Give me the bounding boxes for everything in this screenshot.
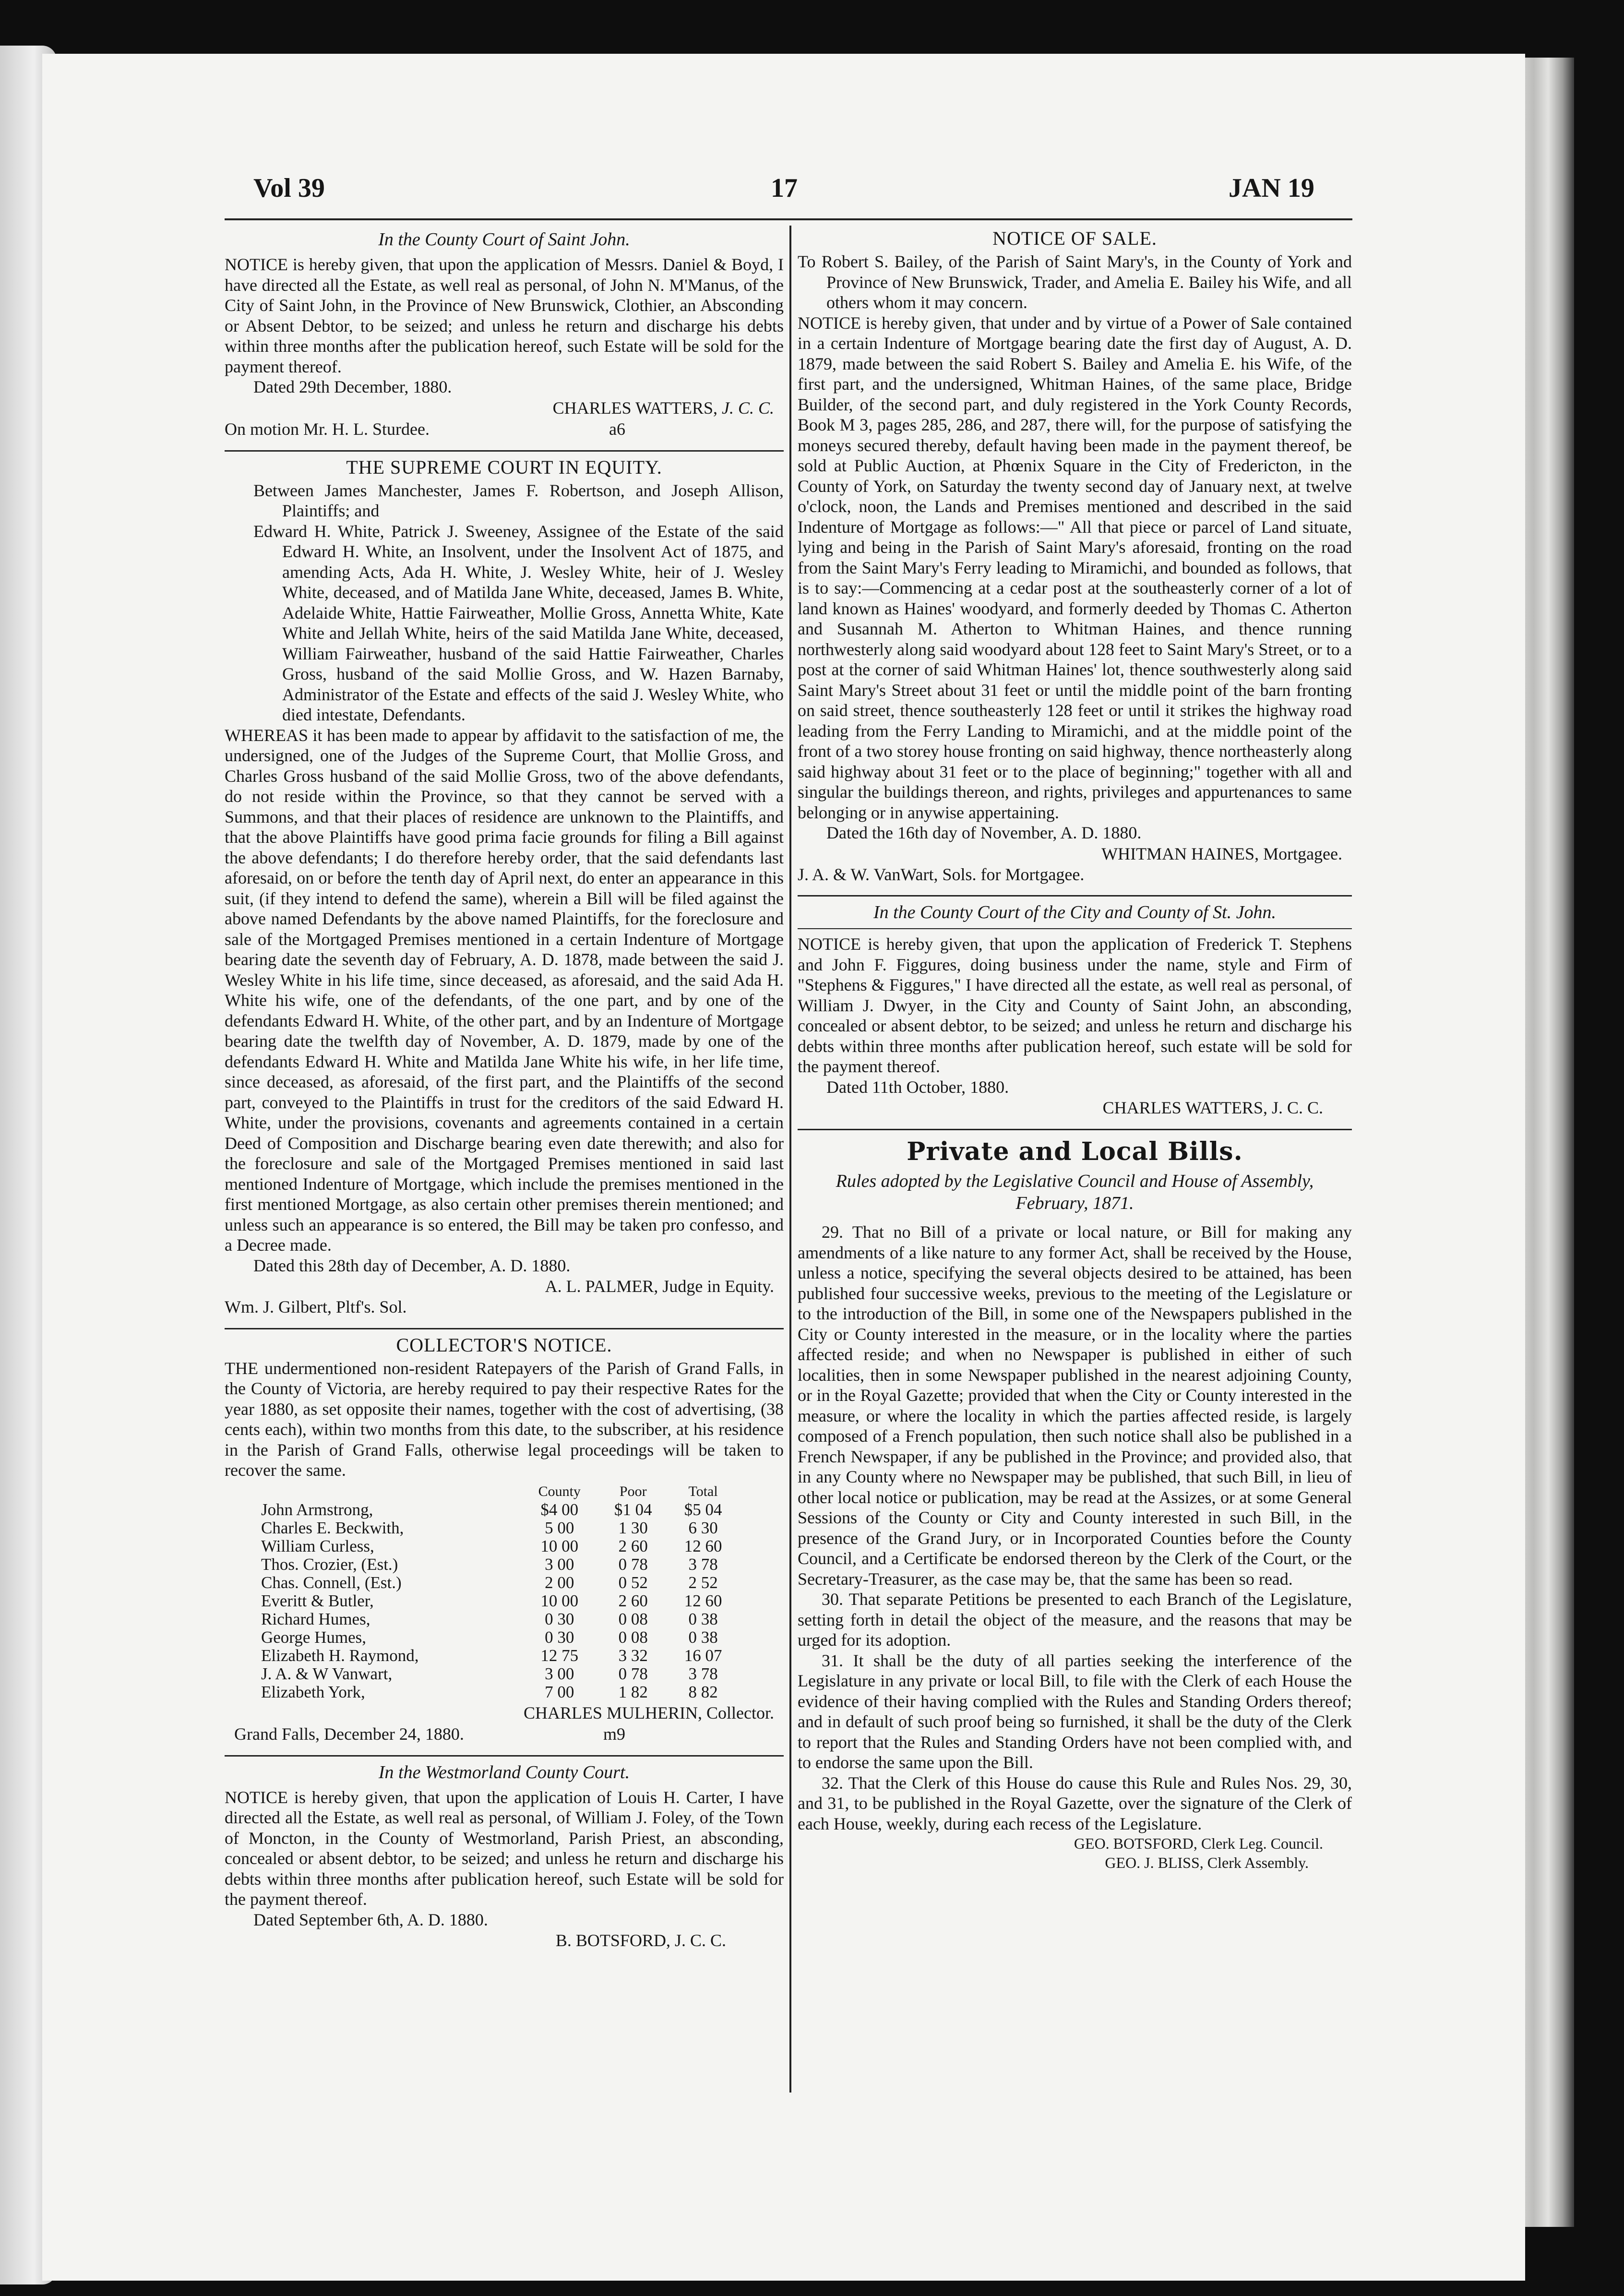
table-row <box>258 1537 738 1555</box>
rate-amount: 1 30 <box>618 1518 648 1537</box>
column-header-name <box>258 1483 521 1501</box>
motion-text: On motion Mr. H. L. Sturdee. <box>225 419 430 439</box>
table-row <box>258 1683 738 1701</box>
section-rule <box>798 1129 1352 1130</box>
ratepayer-name: Richard Humes, <box>261 1609 370 1628</box>
table-row <box>258 1519 738 1537</box>
notice-dated: Dated 29th December, 1880. <box>253 377 452 396</box>
column-divider <box>789 226 791 2093</box>
rate-amount: 12 60 <box>684 1591 722 1610</box>
table-row <box>258 1592 738 1610</box>
solicitor-line: Wm. J. Gilbert, Pltf's. Sol. <box>225 1297 407 1316</box>
rate-amount: 0 08 <box>618 1609 648 1628</box>
ratepayer-name: Everitt & Butler, <box>261 1591 374 1610</box>
place-date: Grand Falls, December 24, 1880. <box>234 1724 464 1744</box>
ratepayer-name: George Humes, <box>261 1627 367 1647</box>
rate-amount: 2 60 <box>618 1591 648 1610</box>
notice-county-court-st-john <box>798 901 1352 1118</box>
right-column <box>798 225 1352 1883</box>
ratepayer-name: Elizabeth York, <box>261 1682 365 1701</box>
rates-table-header <box>258 1483 738 1501</box>
ratepayer-name: Charles E. Beckwith, <box>261 1518 404 1537</box>
rate-amount: 0 38 <box>688 1627 718 1647</box>
rate-amount: 10 00 <box>540 1536 579 1555</box>
signature-name: CHARLES WATTERS, <box>552 398 717 418</box>
rule-30: 30. That separate Petitions be presented to each Branch of the Legislature, setting forth in detail the object of the measure, and the reasons that may be urged for its adoption. <box>798 1590 1352 1650</box>
parties-defendants: Edward H. White, Patrick J. Sweeney, Assignee of the Estate of the said Edward H. White, an Insolvent, under the Insolvent Act of 1875, and amending Acts, Ada H. White, J. Wesley White, heir of J. Wesley White, deceased, and of Matilda Jane White, deceased, James B. White, Adelaide White, Hattie Fairweather, Mollie Gross, Annetta White, Kate White and Jellah White, heirs of the said Matilda Jane White, deceased, William Fairweather, husband of the said Hattie Fairweather, Charles Gross, husband of the said Mollie Gross, and W. Hazen Barnaby, Administrator of the Estate and effects of the said J. Wesley White, who died intestate, Defendants. <box>253 521 784 724</box>
notice-signature: WHITMAN HAINES, Mortgagee. <box>1101 844 1342 863</box>
notice-code: a6 <box>609 419 625 439</box>
signature-clerk-council: GEO. BOTSFORD, Clerk Leg. Council. <box>1074 1835 1323 1852</box>
rate-amount: 12 75 <box>540 1646 579 1665</box>
column-header-county: County <box>538 1483 581 1499</box>
notice-of-sale <box>798 227 1352 885</box>
notice-code: m9 <box>603 1724 625 1744</box>
table-row <box>258 1647 738 1665</box>
notice-title: NOTICE OF SALE. <box>992 227 1157 249</box>
header-rule <box>225 218 1352 220</box>
rate-amount: 0 52 <box>618 1573 648 1592</box>
notice-dated: Dated the 16th day of November, A. D. 1880. <box>826 823 1142 842</box>
rate-amount: 8 82 <box>688 1682 718 1701</box>
section-rule <box>225 450 784 452</box>
rate-amount: 3 78 <box>688 1664 718 1683</box>
collectors-notice <box>225 1334 784 1745</box>
section-heading: Private and Local Bills. <box>907 1137 1243 1166</box>
notice-body: NOTICE is hereby given, that under and by virtue of a Power of Sale contained in a certain Indenture of Mortgage bearing date the first day of August, A. D. 1879, made between the said Robert S. Bailey and Amelia E. his Wife, of the first part, and the undersigned, Whitman Haines, of the same place, Bridge Builder, of the second part, and duly registered in the York County Records, Book M 3, pages 285, 286, and 287, there will, for the purpose of satisfying the moneys secured thereby, default having been made in the payment thereof, be sold at Public Auction, at Phœnix Square in the City of Fredericton, in the County of York, on Saturday the twenty second day of January next, at twelve o'clock, noon, the Lands and Premises mentioned and described in the said Indenture of Mortgage as follows:—" All that piece or parcel of Land situate, lying and being in the Parish of Saint Mary's aforesaid, fronting on the road from the Saint Mary's Ferry leading to Miramichi, and bounded as follows, that is to say:—Commencing at a cedar post at the southeasterly corner of a lot of land known as Haines' woodyard, and formerly deeded by Thomas C. Atherton and Susannah M. Atherton to Whitman Haines, and thence running northwesterly along said woodyard about 128 feet to Saint Mary's Street, or to a post at the corner of said Whitman Haines' lot, thence southwesterly along said Saint Mary's Street about 31 feet or until the middle point of the barn fronting on said street, thence southeasterly 128 feet or until it strikes the highway road leading from the Ferry Landing to Miramichi, and at the middle point of the front of a two storey house fronting on said highway, thence northeasterly along said highway about 31 feet or to the place of beginning;" together with all and singular the buildings thereon, and rights, privileges and appurtenances to same belonging or in anywise appertaining. <box>798 313 1352 822</box>
ratepayer-name: J. A. & W Vanwart, <box>261 1664 393 1683</box>
rate-amount: 2 00 <box>545 1573 574 1592</box>
rate-amount: $5 04 <box>684 1500 722 1519</box>
rates-table <box>258 1483 738 1701</box>
left-column <box>225 225 784 1961</box>
notice-dated: Dated this 28th day of December, A. D. 1880. <box>253 1256 571 1275</box>
notice-title: THE SUPREME COURT IN EQUITY. <box>346 456 662 478</box>
notice-dated: Dated September 6th, A. D. 1880. <box>253 1910 488 1929</box>
column-header-poor: Poor <box>619 1483 647 1499</box>
rate-amount: 2 60 <box>618 1536 648 1555</box>
column-header-total: Total <box>688 1483 718 1499</box>
section-rule <box>225 1328 784 1329</box>
rate-amount: 0 78 <box>618 1664 648 1683</box>
section-rule <box>225 1755 784 1757</box>
notice-body: NOTICE is hereby given, that upon the application of Frederick T. Stephens and John F. Figgures, doing business under the name, style and Firm of "Stephens & Figgures," I have directed all the estate, as well real as personal, of William J. Dwyer, in the City and County of Saint John, an absconding, concealed or absent debtor, to be seized; and unless he return and discharge his debts within three months after publication hereof, such estate will be sold for the payment thereof. <box>798 934 1352 1076</box>
rate-amount: 2 52 <box>688 1573 718 1592</box>
section-rule <box>798 895 1352 897</box>
notice-signature: B. BOTSFORD, J. C. C. <box>555 1931 726 1950</box>
rate-amount: 5 00 <box>545 1518 574 1537</box>
signature-clerk-assembly: GEO. J. BLISS, Clerk Assembly. <box>1105 1854 1309 1871</box>
table-row <box>258 1610 738 1628</box>
rate-amount: 12 60 <box>684 1536 722 1555</box>
rate-amount: 3 78 <box>688 1555 718 1574</box>
signature-title: J. C. C. <box>721 398 774 418</box>
table-row <box>258 1501 738 1519</box>
rate-amount: 0 08 <box>618 1627 648 1647</box>
notice-title: In the County Court of the City and County of St. John. <box>873 902 1277 922</box>
notice-dated: Dated 11th October, 1880. <box>826 1077 1009 1097</box>
section-rule <box>798 928 1352 929</box>
page-number: 17 <box>771 173 798 203</box>
notice-signature: A. L. PALMER, Judge in Equity. <box>545 1277 774 1296</box>
notice-body: NOTICE is hereby given, that upon the application of Louis H. Carter, I have directed all the Estate, as well real as personal, of William J. Foley, of the Town of Moncton, in the County of Westmorland, Parish Priest, an absconding, concealed or absent debtor, to be seized; and unless he return and discharge his debts within three months after publication hereof, such Estate will be sold for the payment thereof. <box>225 1787 784 1909</box>
notice-county-court-saint-john <box>225 228 784 440</box>
table-row <box>258 1665 738 1683</box>
rate-amount: $1 04 <box>614 1500 652 1519</box>
ratepayer-name: William Curless, <box>261 1536 374 1555</box>
rate-amount: 3 32 <box>618 1646 648 1665</box>
rule-31: 31. It shall be the duty of all parties seeking the interference of the Legislature in any private or local Bill, to file with the Clerk of each House the evidence of their having complied with the Rules and Standing Orders thereof; and in default of such proof being so furnished, it shall be the duty of the Clerk to report that the Rules and Standing Orders have not been complied with, and to endorse the same upon the Bill. <box>798 1650 1352 1772</box>
notice-body: WHEREAS it has been made to appear by affidavit to the satisfaction of me, the undersigned, one of the Judges of the Supreme Court, that Mollie Gross, and Charles Gross husband of the said Mollie Gross, two of the above defendants, do not reside within the Province, so that they cannot be served with a Summons, and that their places of residence are unknown to the Plaintiffs, and that the above Plaintiffs have good prima facie grounds for filing a Bill against the above defendants; I do therefore hereby order, that the said defendants last aforesaid, on or before the tenth day of April next, do enter an appearance in this suit, (if they intend to defend the same), wherein a Bill will be filed against the above named Defendants by the above named Plaintiffs, for the foreclosure and sale of the Mortgaged Premises mentioned in a certain Indenture of Mortgage bearing date the seventh day of February, A. D. 1878, made between the said J. Wesley White in his life time, since deceased, as aforesaid, and the said Ada H. White his wife, one of the defendants, of the one part, and by one of the defendants Edward H. White, of the other part, and by an Indenture of Mortgage bearing date the twelfth day of November, A. D. 1879, made by one of the defendants Edward H. White and Matilda Jane White his wife, in her life time, since deceased, as aforesaid, of the first part, and the Plaintiffs of the second part, conveyed to the Plaintiffs in trust for the creditors of the said Edward H. White, under the provisions, covenants and agreements contained in a certain Deed of Composition and Discharge bearing even date therewith; and also for the foreclosure and sale of the Mortgaged Premises mentioned in said last mentioned Indenture of Mortgage, which include the premises mentioned in the first mentioned Mortgage, as also certain other premises therein mentioned; and unless such an appearance is so entered, the Bill may be taken pro confesso, and a Decree made. <box>225 725 784 1255</box>
notice-body: NOTICE is hereby given, that upon the application of Messrs. Daniel & Boyd, I have directed all the Estate, as well real as personal, of John N. M'Manus, of the City of Saint John, in the Province of New Brunswick, Clothier, an Absconding or Absent Debtor, to be seized; and unless he return and discharge his debts within three months after the publication hereof, such Estate will be sold for the payment thereof. <box>225 255 784 376</box>
notice-signature: CHARLES WATTERS, J. C. C. <box>1102 1098 1323 1117</box>
rate-amount: 16 07 <box>684 1646 722 1665</box>
ratepayer-name: John Armstrong, <box>261 1500 373 1519</box>
rate-amount: 6 30 <box>688 1518 718 1537</box>
table-row <box>258 1574 738 1592</box>
notice-title: In the Westmorland County Court. <box>378 1762 630 1782</box>
rate-amount: 10 00 <box>540 1591 579 1610</box>
rate-amount: 0 78 <box>618 1555 648 1574</box>
notice-title: COLLECTOR'S NOTICE. <box>396 1334 612 1356</box>
issue-date: JAN 19 <box>1229 173 1314 203</box>
rate-amount: 7 00 <box>545 1682 574 1701</box>
book-fore-edge <box>1517 58 1574 2227</box>
rule-29: 29. That no Bill of a private or local nature, or Bill for making any amendments of a like nature to any former Act, shall be received by the House, unless a notice, specifying the several objects desired to be attained, has been published four successive weeks, previous to the meeting of the Legislature or to the introduction of the Bill, in some one of the Newspapers published in the City or County interested in the measure, or in the locality where the parties affected reside; and when no Newspaper is published in either of such localities, then in some Newspaper published in the nearest adjoining County, or in the Royal Gazette; provided that when the City or County interested in the measure, or where the locality in which the parties affected reside, is largely composed of a French population, then such notice shall also be published in a French Newspaper, if any be published in the Province; and provided also, that in any County where no Newspaper may be published, that such Bill, in lieu of other local notice or publication, may be read at the Assizes, or at some General Sessions of the County or City and County interested in such Bill, in the presence of the Grand Jury, or in Incorporated Counties before the County Council, and a Certificate be endorsed thereon by the Clerk of the Court, or the Secretary-Treasurer, as the case may be, that the same has been so read. <box>798 1222 1352 1589</box>
place-line <box>225 1723 784 1745</box>
notice-body: THE undermentioned non-resident Ratepayers of the Parish of Grand Falls, in the County of Victoria, are hereby required to pay their respective Rates for the year 1880, as set opposite their names, together with the cost of advertising, (38 cents each), within two months from this date, to the subscriber, at his residence in the Parish of Grand Falls, otherwise legal proceedings will be taken to recover the same. <box>225 1358 784 1480</box>
rate-amount: 1 82 <box>618 1682 648 1701</box>
rate-amount: 3 00 <box>545 1664 574 1683</box>
ratepayer-name: Thos. Crozier, (Est.) <box>261 1555 398 1574</box>
notice-westmorland-county-court <box>225 1761 784 1951</box>
notice-signature: CHARLES MULHERIN, Collector. <box>524 1703 774 1722</box>
rate-amount: $4 00 <box>540 1500 579 1519</box>
rate-amount: 0 30 <box>545 1609 574 1628</box>
volume-label: Vol 39 <box>253 173 325 203</box>
notice-supreme-court-equity <box>225 456 784 1317</box>
rate-amount: 0 38 <box>688 1609 718 1628</box>
rate-amount: 3 00 <box>545 1555 574 1574</box>
notice-signature <box>225 397 784 419</box>
rate-amount: 0 30 <box>545 1627 574 1647</box>
notice-addressees: To Robert S. Bailey, of the Parish of Saint Mary's, in the County of York and Province of New Brunswick, Trader, and Amelia E. Bailey his Wife, and all others whom it may concern. <box>798 252 1352 312</box>
ratepayer-name: Elizabeth H. Raymond, <box>261 1646 419 1665</box>
table-row <box>258 1628 738 1647</box>
notice-title: In the County Court of Saint John. <box>378 229 630 250</box>
table-row <box>258 1555 738 1574</box>
ratepayer-name: Chas. Connell, (Est.) <box>261 1573 402 1592</box>
rule-32: 32. That the Clerk of this House do cause this Rule and Rules Nos. 29, 30, and 31, to be published in the Royal Gazette, over the signature of the Clerk of each House, weekly, during each recess of the Legislature. <box>798 1773 1352 1833</box>
solicitor-line: J. A. & W. VanWart, Sols. for Mortgagee. <box>798 864 1085 884</box>
parties-plaintiffs: Between James Manchester, James F. Robertson, and Joseph Allison, Plaintiffs; and <box>253 480 784 520</box>
section-subtitle: Rules adopted by the Legislative Council and House of Assembly, February, 1871. <box>836 1171 1314 1213</box>
rates-table-body <box>258 1501 738 1701</box>
private-local-bills <box>798 1137 1352 1872</box>
motion-line <box>225 419 784 440</box>
